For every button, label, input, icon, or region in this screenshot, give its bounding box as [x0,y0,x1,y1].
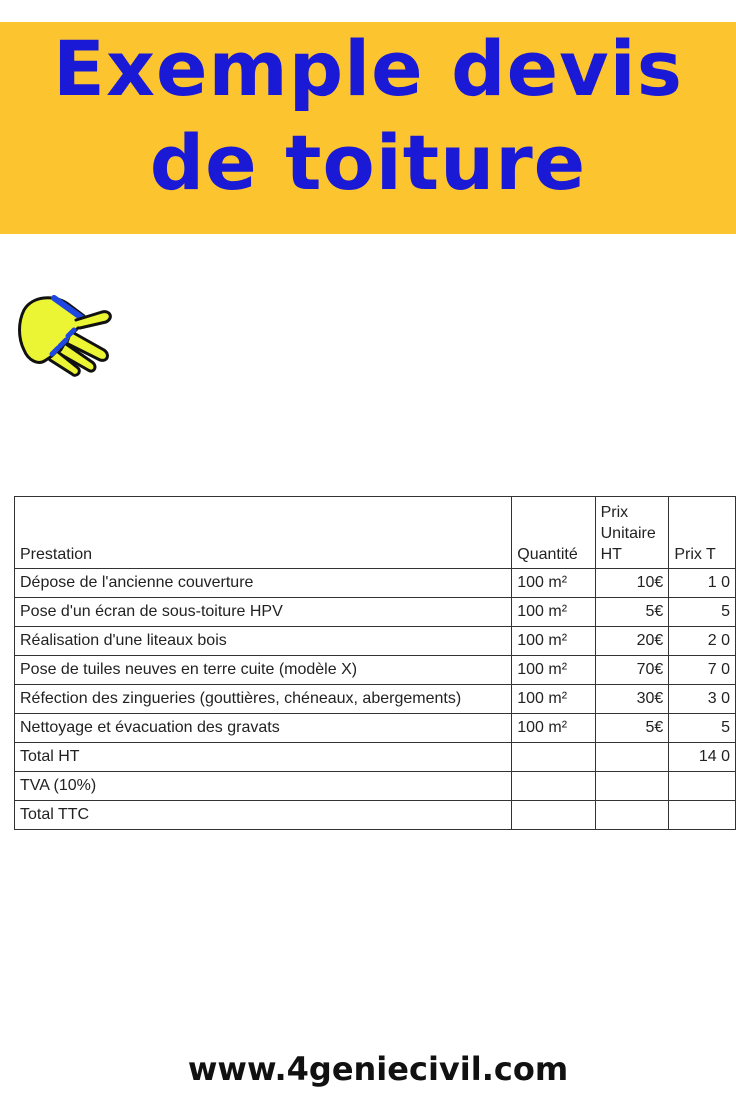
cell-prestation: Pose d'un écran de sous-toiture HPV [15,598,512,627]
cell-quantite: 100 m² [512,714,595,743]
cell-quantite: 100 m² [512,627,595,656]
tva-row [15,772,736,801]
total-value [669,801,736,830]
table-row [15,656,736,685]
header-prix-total: Prix T [669,497,736,569]
total-value: 14 0 [669,743,736,772]
cell-prix-unitaire: 70€ [595,656,669,685]
empty-cell [595,743,669,772]
total-label: Total TTC [15,801,512,830]
empty-cell [595,801,669,830]
cell-prix-total: 3 0 [669,685,736,714]
cell-prestation: Réfection des zingueries (gouttières, chéneaux, abergements) [15,685,512,714]
table-row [15,598,736,627]
cell-prix-total: 1 0 [669,569,736,598]
quote-table [14,496,736,830]
title-line-1: Exemple devis [53,24,683,113]
cell-quantite: 100 m² [512,569,595,598]
cell-prestation: Pose de tuiles neuves en terre cuite (modèle X) [15,656,512,685]
cell-prestation: Réalisation d'une liteaux bois [15,627,512,656]
total-label: TVA (10%) [15,772,512,801]
cell-prix-unitaire: 5€ [595,714,669,743]
cell-prix-unitaire: 20€ [595,627,669,656]
empty-cell [512,772,595,801]
table-row [15,627,736,656]
cell-prix-total: 5 [669,714,736,743]
total-value [669,772,736,801]
table-row [15,714,736,743]
cell-prestation: Nettoyage et évacuation des gravats [15,714,512,743]
header-prix-unitaire: Prix Unitaire HT [595,497,669,569]
header-quantite: Quantité [512,497,595,569]
empty-cell [512,801,595,830]
total-ht-row [15,743,736,772]
table-row [15,685,736,714]
footer-url: www.4geniecivil.com [187,1050,569,1088]
table-header-row [15,497,736,569]
cell-prix-total: 5 [669,598,736,627]
cell-prix-total: 2 0 [669,627,736,656]
empty-cell [595,772,669,801]
total-ttc-row [15,801,736,830]
header-prestation: Prestation [15,497,512,569]
cell-prix-unitaire: 30€ [595,685,669,714]
cell-quantite: 100 m² [512,656,595,685]
cell-prix-total: 7 0 [669,656,736,685]
cell-quantite: 100 m² [512,685,595,714]
cell-prestation: Dépose de l'ancienne couverture [15,569,512,598]
cell-prix-unitaire: 10€ [595,569,669,598]
empty-cell [512,743,595,772]
title-line-2: de toiture [149,118,587,207]
cell-prix-unitaire: 5€ [595,598,669,627]
total-label: Total HT [15,743,512,772]
table-row [15,569,736,598]
cell-quantite: 100 m² [512,598,595,627]
